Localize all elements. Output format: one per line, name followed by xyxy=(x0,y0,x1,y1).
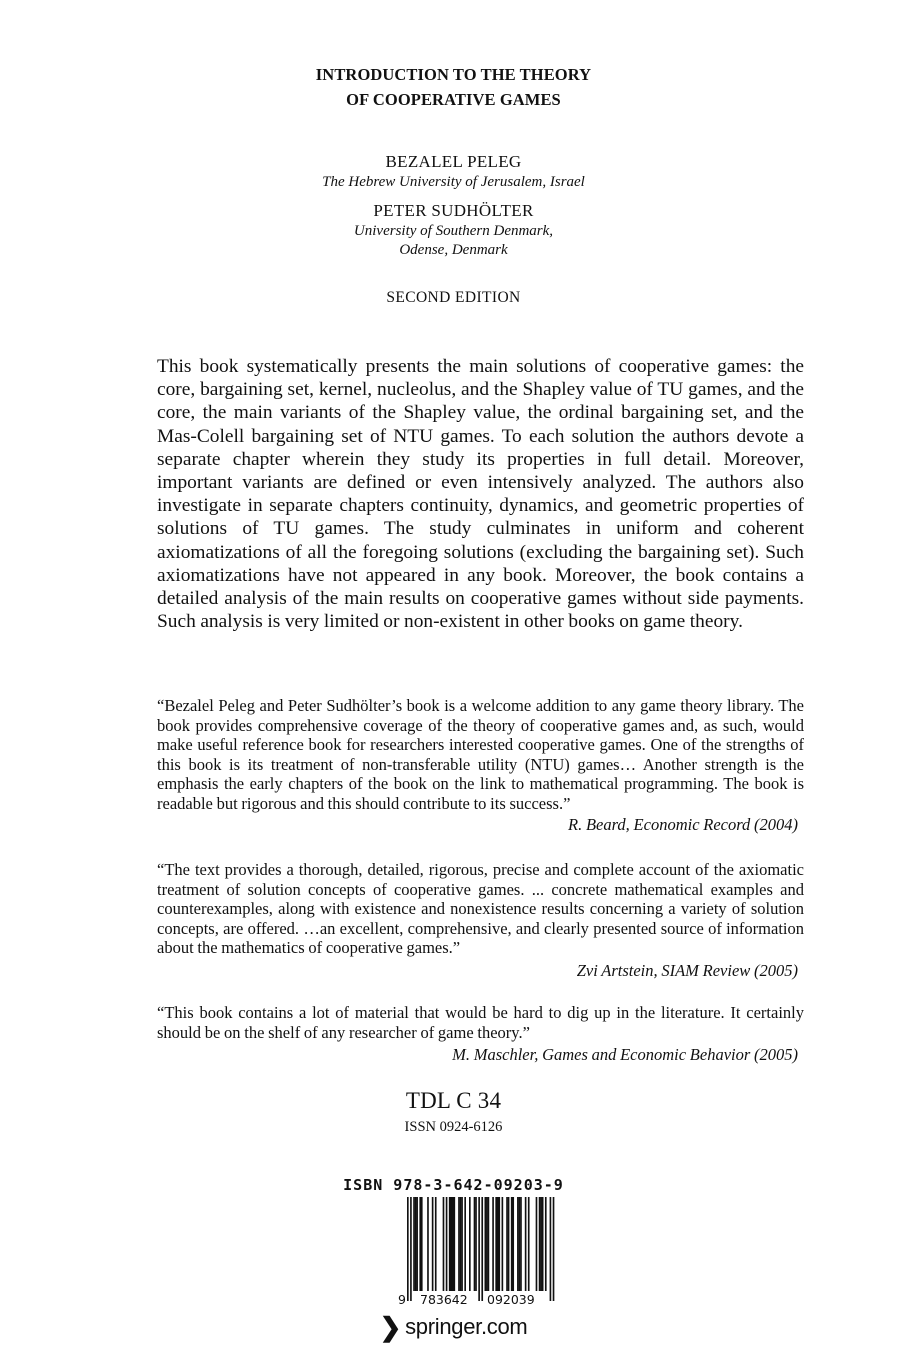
barcode-bar xyxy=(454,1197,456,1291)
barcode-bar xyxy=(421,1197,423,1291)
review-1 xyxy=(157,696,804,835)
barcode-bar xyxy=(488,1197,490,1291)
barcode-bar xyxy=(416,1197,418,1291)
isbn-label: ISBN 978-3-642-09203-9 xyxy=(343,1176,564,1194)
barcode-bar xyxy=(525,1197,527,1291)
series-code: TDL C 34 xyxy=(405,1088,502,1113)
series-issn: ISSN 0924-6126 xyxy=(404,1119,503,1135)
publisher-name: springer.com xyxy=(405,1314,528,1339)
barcode-bar xyxy=(464,1197,466,1291)
barcode-bar xyxy=(536,1197,538,1291)
barcode-bar xyxy=(474,1197,476,1291)
book-description xyxy=(157,355,804,633)
review-quote: “The text provides a thorough, detailed, rigorous, precise and complete account of the axiomatic treatment of solution concepts of cooperative games. ... concrete mathematical examples and counterexamples, along with existence and nonexistence results concerning a variety of solution concepts, are offered. …an excellent, comprehensive, and clearly presented source of information about the mathematics of cooperative games.” xyxy=(157,860,804,957)
barcode-bar xyxy=(517,1197,519,1291)
barcode-bar xyxy=(460,1197,462,1291)
description-text: This book systematically presents the main solutions of cooperative games: the core, bargaining set, kernel, nucleolus, and the Shapley value of TU games, and the core, the main variants of the Shapley value, the ordinal bargaining set, and the Mas-Colell bargaining set of NTU games. To each solution the authors devote a separate chapter wherein they study its properties in full detail. Moreover, important variants are defined or even intensively analyzed. The authors also investigate in separate chapters continuity, dynamics, and geometric properties of solutions of TU games. The study culminates in uniform and coherent axiomatizations of all the foregoing solutions (excluding the bargaining set). Such axiomatizations have not appeared in any book. Moreover, the book contains a detailed analysis of the main results on cooperative games without side payments. Such analysis is very limited or non-existent in other books on game theory. xyxy=(157,356,804,633)
book-title-line-1: INTRODUCTION TO THE THEORY xyxy=(315,65,592,84)
book-title-line-2: OF COOPERATIVE GAMES xyxy=(346,90,561,109)
barcode-bar xyxy=(446,1197,448,1291)
author-affiliation-2-line-1: University of Southern Denmark, xyxy=(353,223,554,239)
barcode-bar xyxy=(502,1197,504,1291)
isbn-barcode xyxy=(395,1197,565,1309)
barcode-bar xyxy=(407,1197,409,1301)
review-attribution: M. Maschler, Games and Economic Behavior (2005) xyxy=(452,1045,798,1064)
barcode-bar xyxy=(528,1197,530,1291)
barcode-bar xyxy=(435,1197,437,1291)
barcode-bar xyxy=(481,1197,483,1301)
review-quote: “Bezalel Peleg and Peter Sudhölter’s book is a welcome addition to any game theory library. The book provides comprehensive coverage of the theory of cooperative games and, as such, would make useful reference book for researchers interested cooperative games. One of the strengths of this book is its treatment of non-transferable utility (NTU) games… Another strength is the emphasis the early chapters of the book on the link to mathematical programming. The book is readable but rigorous and this should contribute to its success.” xyxy=(157,696,804,813)
barcode-bar xyxy=(461,1197,463,1291)
barcode-bar xyxy=(497,1197,499,1291)
barcode-bar xyxy=(498,1197,500,1291)
author-name-2: PETER SUDHÖLTER xyxy=(373,201,534,220)
author-affiliation-1: The Hebrew University of Jerusalem, Israel xyxy=(322,174,585,190)
barcode-bar xyxy=(458,1197,460,1291)
barcode-digits-right: 092039 xyxy=(487,1292,535,1307)
barcode-bar xyxy=(450,1197,452,1291)
barcode-bar xyxy=(419,1197,421,1291)
barcode-bar xyxy=(432,1197,434,1291)
review-attribution: R. Beard, Economic Record (2004) xyxy=(568,815,798,834)
barcode-bar xyxy=(553,1197,555,1301)
barcode-bar xyxy=(508,1197,510,1291)
barcode-bar xyxy=(475,1197,477,1291)
review-3 xyxy=(157,1003,804,1065)
barcode-bar xyxy=(495,1197,497,1291)
barcode-bar xyxy=(469,1197,471,1291)
barcode-bar xyxy=(486,1197,488,1291)
barcode-bar xyxy=(443,1197,445,1291)
publisher-url xyxy=(0,1312,907,1343)
barcode-bar xyxy=(452,1197,454,1291)
barcode-lead-digit: 9 xyxy=(398,1292,406,1307)
barcode-bar xyxy=(492,1197,494,1291)
barcode-bar xyxy=(478,1197,480,1301)
barcode-bar xyxy=(449,1197,451,1291)
barcode-bar xyxy=(542,1197,544,1291)
barcode-bar xyxy=(520,1197,522,1291)
barcode-bar xyxy=(415,1197,417,1291)
barcode-bar xyxy=(485,1197,487,1291)
barcode-bar xyxy=(550,1197,552,1301)
barcode-bar xyxy=(427,1197,429,1291)
barcode-bar xyxy=(540,1197,542,1291)
review-attribution: Zvi Artstein, SIAM Review (2005) xyxy=(576,960,798,980)
barcode-bar xyxy=(539,1197,541,1291)
barcode-bar xyxy=(545,1197,547,1291)
review-2 xyxy=(157,860,804,980)
barcode-bar xyxy=(413,1197,415,1291)
barcode-digits-left: 783642 xyxy=(420,1292,468,1307)
barcode-bar xyxy=(519,1197,521,1291)
barcode-bar xyxy=(511,1197,513,1291)
barcode-bar xyxy=(410,1197,412,1301)
author-name-1: BEZALEL PELEG xyxy=(385,152,522,171)
chevron-right-icon: ❯ xyxy=(379,1312,402,1342)
barcode-bar xyxy=(506,1197,508,1291)
author-affiliation-2-line-2: Odense, Denmark xyxy=(399,242,508,258)
review-quote: “This book contains a lot of material that would be hard to dig up in the literature. It certainly should be on the shelf of any researcher of game theory.” xyxy=(157,1003,804,1042)
barcode-bar xyxy=(512,1197,514,1291)
edition-label: SECOND EDITION xyxy=(386,289,521,306)
